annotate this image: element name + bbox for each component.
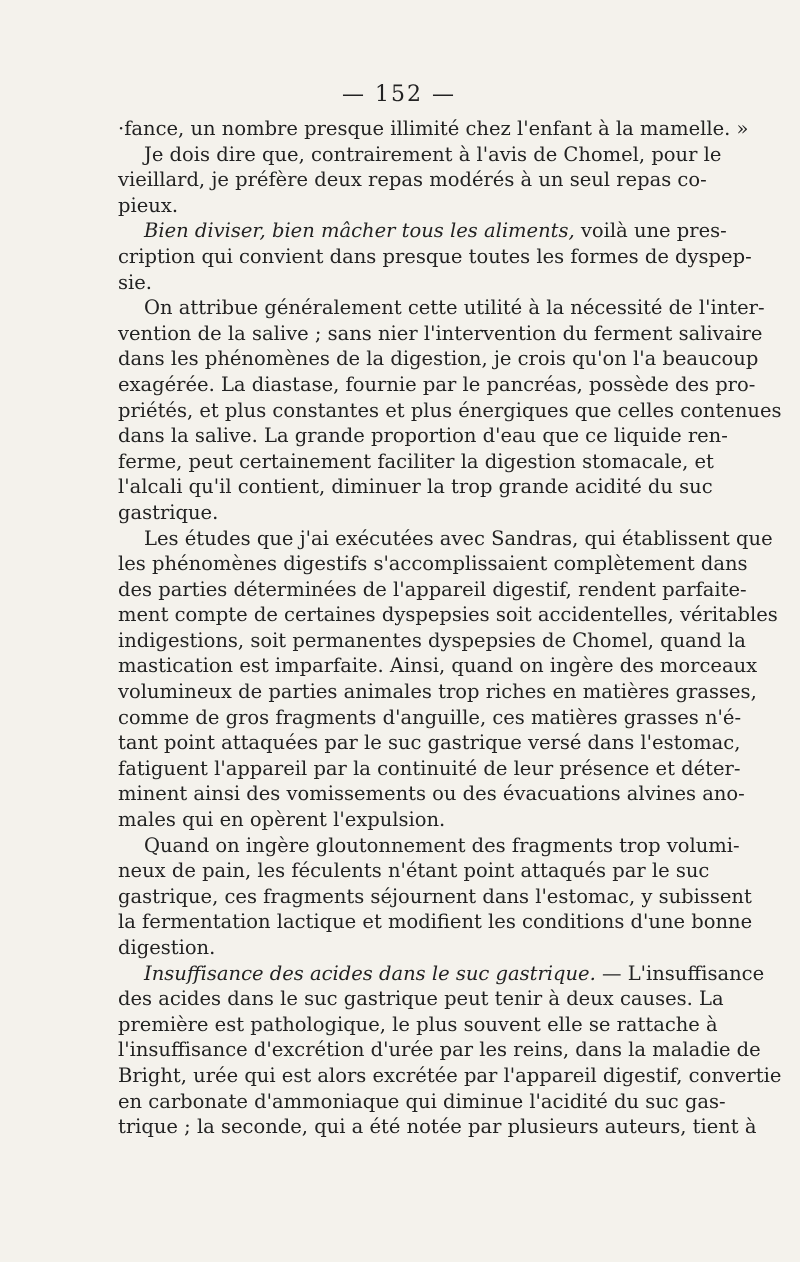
text-line: ferme, peut certainement faciliter la digestion stomacale, et <box>118 449 714 473</box>
text-line: minent ainsi des vomissements ou des évacuations alvines ano- <box>118 782 745 806</box>
text-fragment: voilà une pres- <box>574 219 727 243</box>
text-line: ment compte de certaines dyspepsies soit accidentelles, véritables <box>118 603 778 627</box>
text-line: On attribue généralement cette utilité à la nécessité de l'inter- <box>144 296 765 320</box>
text-line: première est pathologique, le plus souvent elle se rattache à <box>118 1012 718 1036</box>
text-line: des acides dans le suc gastrique peut tenir à deux causes. La <box>118 987 724 1011</box>
paragraph-bread <box>118 833 753 961</box>
paragraph-chewing <box>118 218 752 295</box>
text-line: males qui en opèrent l'expulsion. <box>118 808 446 832</box>
text-line: tant point attaquées par le suc gastrique versé dans l'estomac, <box>118 731 741 755</box>
text-line: gastrique. <box>118 500 219 524</box>
text-line: indigestions, soit permanentes dyspepsies de Chomel, quand la <box>118 628 746 652</box>
text-line: la fermentation lactique et modifient les conditions d'une bonne <box>118 910 753 934</box>
text-line: vieillard, je préfère deux repas modérés à un seul repas co- <box>118 168 707 192</box>
text-line: cription qui convient dans presque toutes les formes de dyspep- <box>118 244 752 268</box>
text-line: dans la salive. La grande proportion d'eau que ce liquide ren- <box>118 424 728 448</box>
text-line: l'insuffisance d'excrétion d'urée par les reins, dans la maladie de <box>118 1038 761 1062</box>
text-line: ·fance, un nombre presque illimité chez l'enfant à la mamelle. » <box>118 117 749 140</box>
text-line: exagérée. La diastase, fournie par le pancréas, possède des pro- <box>118 372 756 396</box>
text-line: Je dois dire que, contrairement à l'avis de Chomel, pour le <box>144 142 722 166</box>
paragraph-studies <box>118 526 778 833</box>
text-line: en carbonate d'ammoniaque qui diminue l'acidité du suc gas- <box>118 1089 726 1113</box>
text-line: sie. <box>118 270 152 294</box>
paragraph-saliva <box>118 295 782 525</box>
text-line: gastrique, ces fragments séjournent dans l'estomac, y subissent <box>118 884 752 908</box>
text-line: digestion. <box>118 936 216 959</box>
text-line: Bright, urée qui est alors excrétée par l'appareil digestif, convertie <box>118 1063 782 1087</box>
text-line: vention de la salive ; sans nier l'intervention du ferment salivaire <box>118 321 763 345</box>
italic-heading: Insuffisance des acides dans le suc gastrique. <box>144 961 596 985</box>
text-line: pieux. <box>118 193 179 217</box>
text-line: trique ; la seconde, qui a été notée par plusieurs auteurs, tient à <box>118 1115 757 1139</box>
text-line: des parties déterminées de l'appareil digestif, rendent parfaite- <box>118 577 747 601</box>
text-line <box>118 961 765 987</box>
text-line: les phénomènes digestifs s'accomplissaient complètement dans <box>118 552 748 576</box>
text-line <box>118 218 727 244</box>
paragraph-continuation <box>118 116 749 142</box>
paragraph-meals <box>118 142 722 219</box>
text-line: fatiguent l'appareil par la continuité de leur présence et déter- <box>118 756 741 780</box>
text-line: Quand on ingère gloutonnement des fragments trop volumi- <box>144 833 740 857</box>
text-line: mastication est imparfaite. Ainsi, quand on ingère des morceaux <box>118 654 758 678</box>
text-line: comme de gros fragments d'anguille, ces matières grasses n'é- <box>118 705 742 729</box>
text-line: neux de pain, les féculents n'étant point attaqués par le suc <box>118 859 710 883</box>
italic-phrase: Bien diviser, bien mâcher tous les aliments, <box>144 219 575 243</box>
text-line: dans les phénomènes de la digestion, je crois qu'on l'a beaucoup <box>118 347 759 371</box>
text-line: priétés, et plus constantes et plus énergiques que celles contenues <box>118 398 782 422</box>
text-fragment: — L'insuffisance <box>595 961 765 985</box>
paragraph-acid-insufficiency <box>118 961 782 1140</box>
text-line: l'alcali qu'il contient, diminuer la trop grande acidité du suc <box>118 475 713 499</box>
page-number: — 152 — <box>342 82 456 107</box>
text-line: volumineux de parties animales trop riches en matières grasses, <box>118 680 757 704</box>
text-line: Les études que j'ai exécutées avec Sandras, qui établissent que <box>144 526 773 550</box>
